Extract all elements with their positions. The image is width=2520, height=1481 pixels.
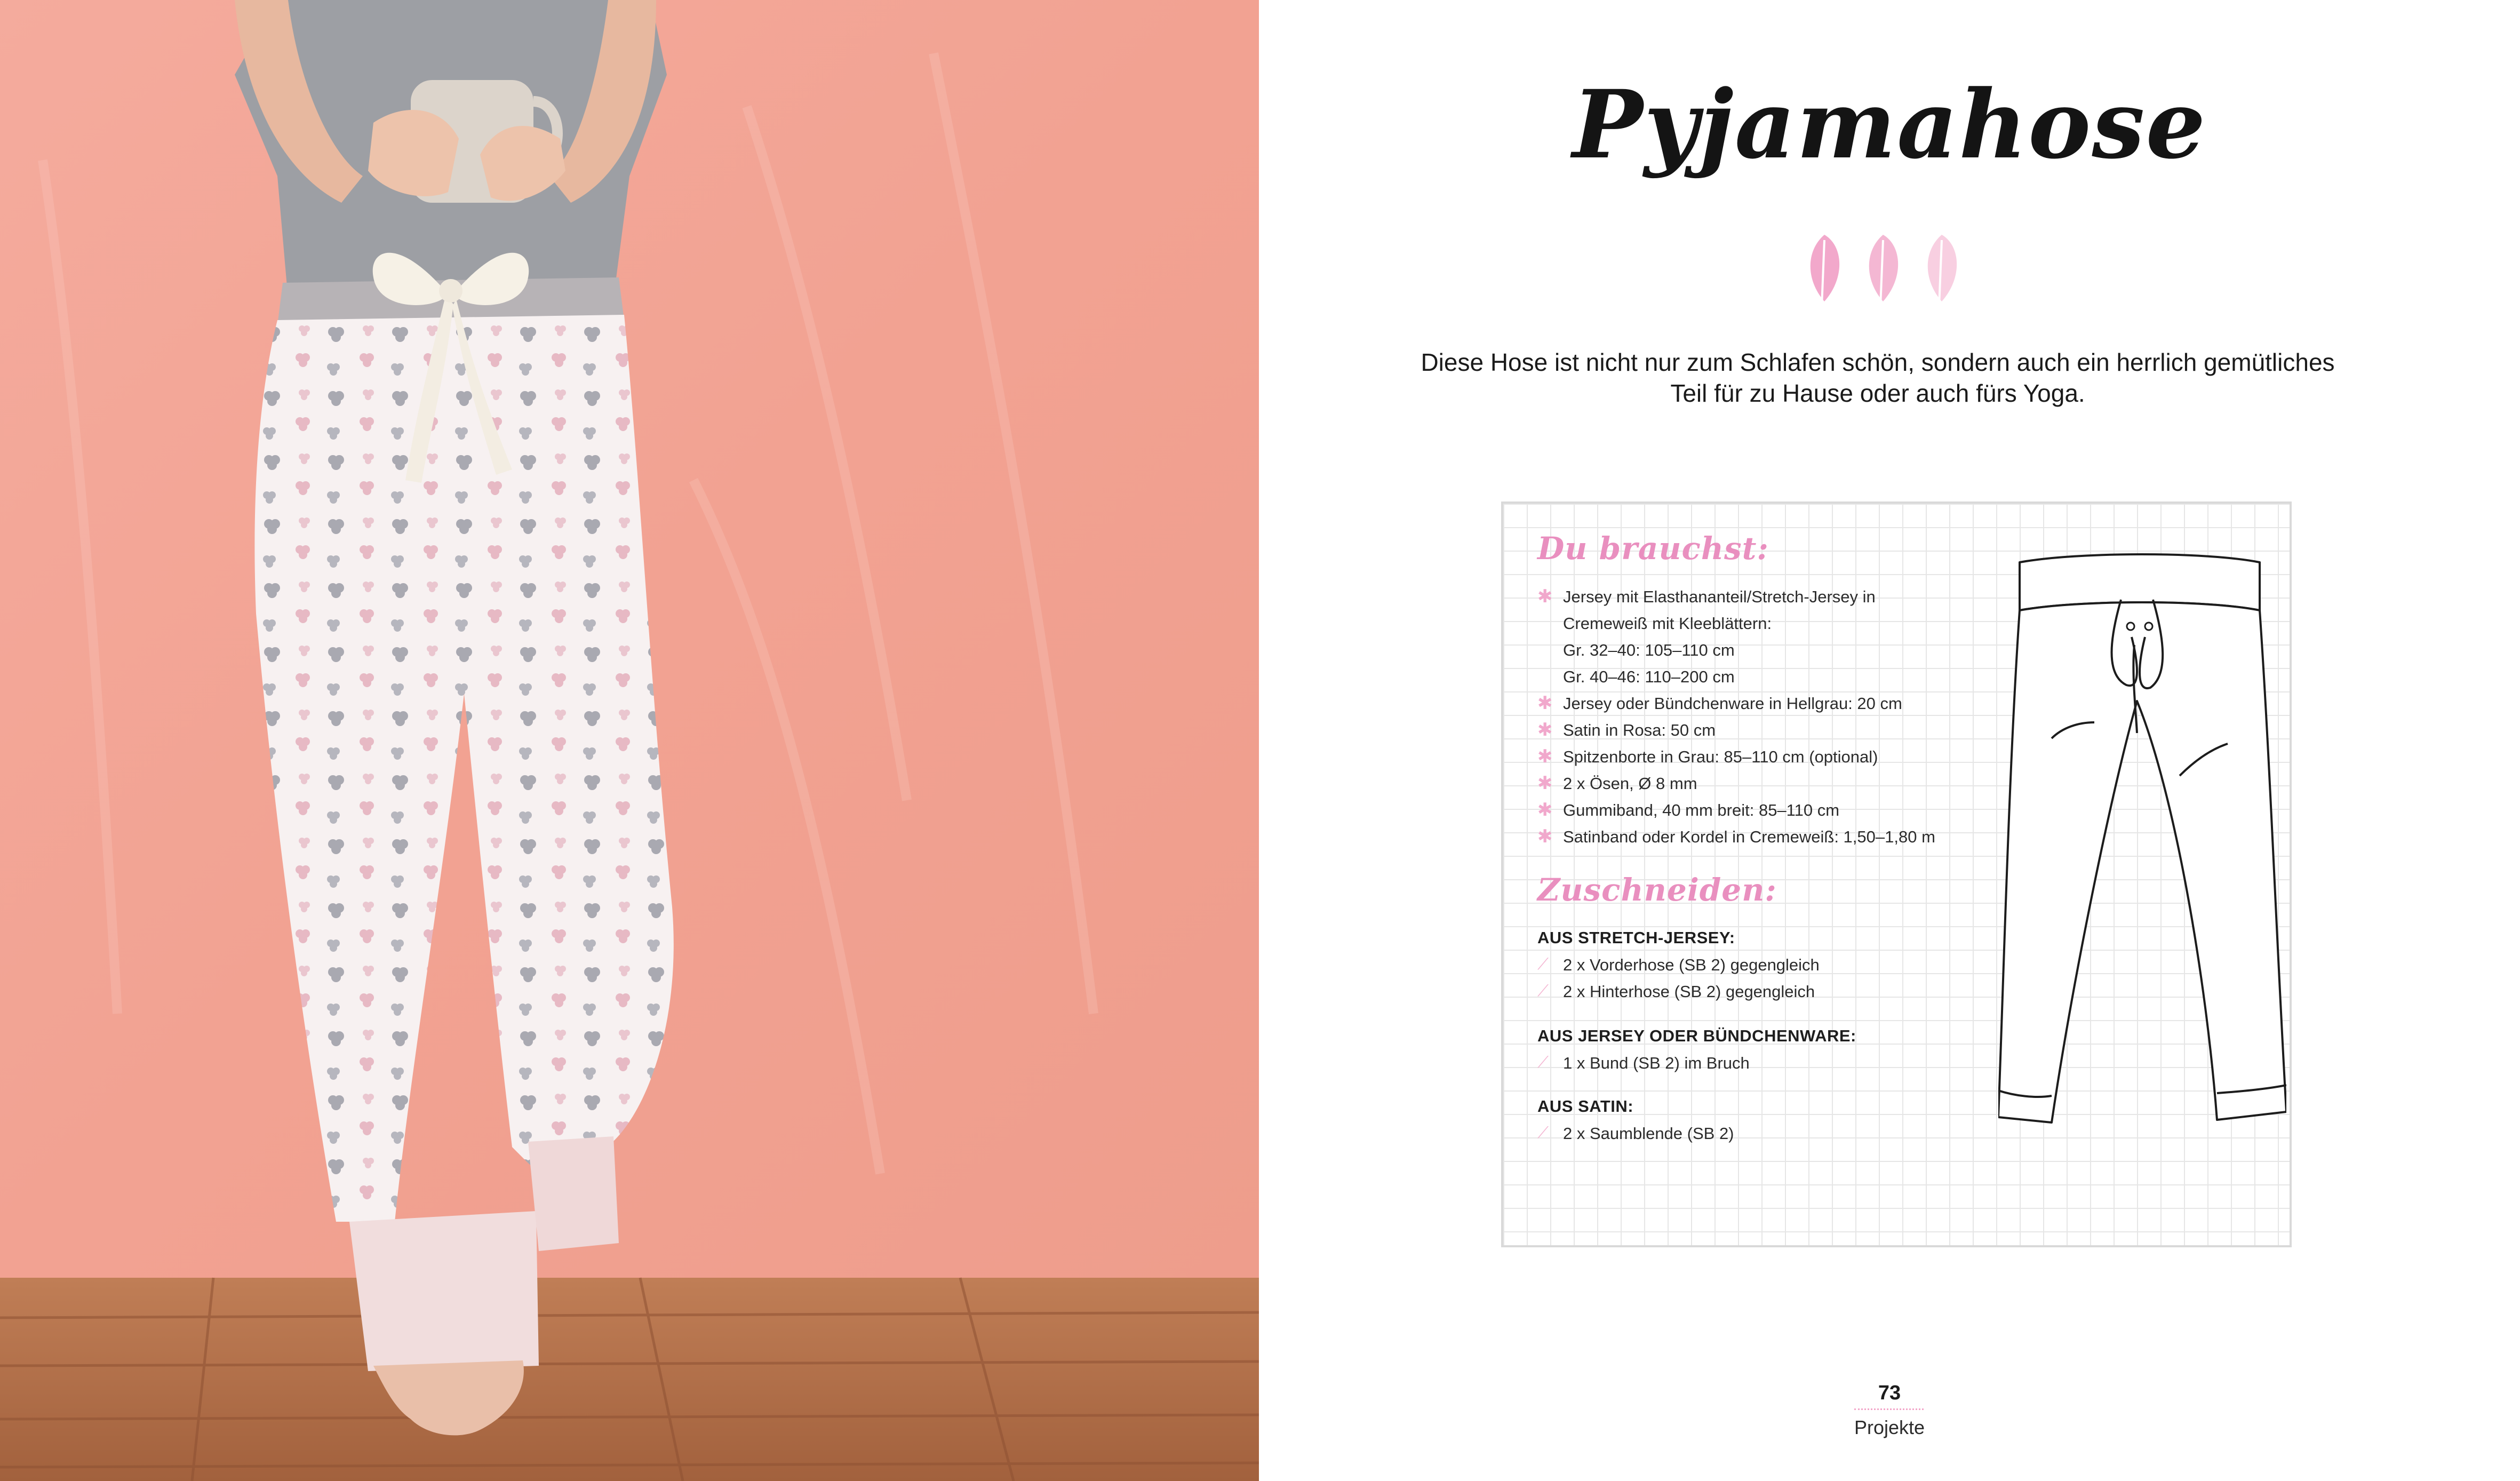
cutting-group-title: AUS JERSEY ODER BÜNDCHENWARE: [1537,1026,1856,1045]
cutting-list [1537,1050,2007,1077]
materials-item: ✱ Satinband oder Kordel in Cremeweiß: 1,50–1,80 m [1537,824,2007,850]
star-icon: ✱ [1537,693,1553,713]
cutting-item: ⟋ 2 x Hinterhose (SB 2) gegengleich [1537,978,2007,1005]
cutting-group-title: AUS STRETCH-JERSEY: [1537,928,1735,947]
cutting-item: ⟋ 2 x Vorderhose (SB 2) gegengleich [1537,952,2007,978]
materials-item: ✱ Spitzenborte in Grau: 85–110 cm (optional) [1537,744,2007,770]
materials-item: ✱ Gummiband, 40 mm breit: 85–110 cm [1537,797,2007,824]
page-number-rule [1854,1408,1924,1410]
needle-icon: ⟋ [1537,956,1549,973]
materials-item: ✱ 2 x Ösen, Ø 8 mm [1537,770,2007,797]
pattern-panel [1501,501,2292,1247]
page-number: 73 [1878,1382,1901,1404]
star-icon: ✱ [1537,800,1553,820]
right-page [1259,0,2520,1481]
star-icon: ✱ [1537,826,1553,847]
materials-item: ✱ Jersey mit Elasthananteil/Stretch-Jersey in Cremeweiß mit Kleeblättern: Gr. 32–40: 105–110 cm Gr. 40–46: 110–200 cm [1537,584,2007,690]
feather-icon [1811,235,1839,307]
cutting-group-title: AUS SATIN: [1537,1097,1634,1116]
cutting-item: ⟋ 1 x Bund (SB 2) im Bruch [1537,1050,2007,1077]
product-photo [0,0,1259,1481]
cutting-list [1537,1120,2007,1147]
star-icon: ✱ [1537,746,1553,767]
star-icon: ✱ [1537,773,1553,793]
intro-text: Diese Hose ist nicht nur zum Schlafen schön, sondern auch ein herrlich gemütliches Teil für zu Hause oder auch fürs Yoga. [1421,348,2335,407]
needle-icon: ⟋ [1537,1054,1549,1071]
section-label: Projekte [1854,1416,1925,1438]
cutting-heading: Zuschneiden: [1537,872,1777,908]
photo-illustration [0,0,1259,1481]
cutting-list [1537,952,2007,1005]
needle-icon: ⟋ [1537,982,1549,1000]
feather-icon-row [1792,229,1963,309]
materials-item: ✱ Satin in Rosa: 50 cm [1537,717,2007,744]
page-title: Pyjamahose [1572,69,2207,180]
cutting-item: ⟋ 2 x Saumblende (SB 2) [1537,1120,2007,1147]
pants-line-drawing [1998,552,2286,1138]
materials-heading: Du brauchst: [1537,530,1769,567]
feather-icon [1928,235,1957,307]
star-icon: ✱ [1537,720,1553,740]
star-icon: ✱ [1537,586,1553,607]
materials-item: ✱ Jersey oder Bündchenware in Hellgrau: 20 cm [1537,690,2007,717]
materials-list [1537,584,2007,850]
needle-icon: ⟋ [1537,1124,1549,1142]
feather-icon [1869,235,1898,307]
